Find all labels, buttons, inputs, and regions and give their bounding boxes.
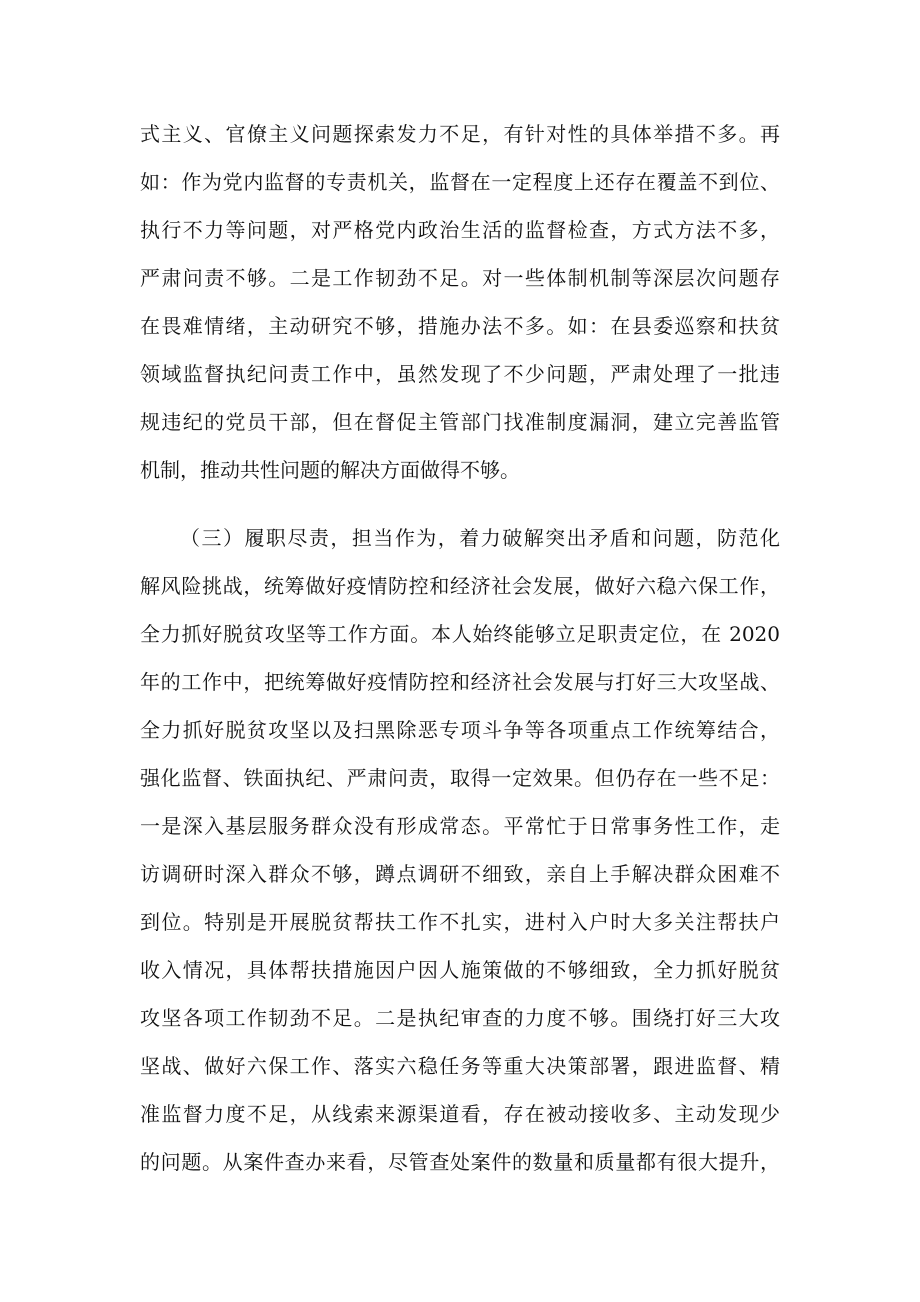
paragraph-2-line-10: 收入情况，具体帮扶措施因户因人施策做的不够细致，全力抓好脱贫 (140, 958, 780, 982)
paragraph-2-line-3: 全力抓好脱贫攻坚等工作方面。本人始终能够立足职责定位，在 2020 (140, 622, 780, 646)
paragraph-2-line-9: 到位。特别是开展脱贫帮扶工作不扎实，进村入户时大多关注帮扶户 (140, 910, 780, 934)
paragraph-2-line-12: 坚战、做好六保工作、落实六稳任务等重大决策部署，跟进监督、精 (140, 1054, 780, 1078)
paragraph-2-line-7: 一是深入基层服务群众没有形成常态。平常忙于日常事务性工作，走 (140, 814, 780, 838)
paragraph-1-line-2: 如：作为党内监督的专责机关，监督在一定程度上还存在覆盖不到位、 (140, 170, 780, 194)
paragraph-2-line-13: 准监督力度不足，从线索来源渠道看，存在被动接收多、主动发现少 (140, 1102, 780, 1126)
paragraph-1-line-8: 机制，推动共性问题的解决方面做得不够。 (140, 458, 520, 482)
paragraph-1-line-5: 在畏难情绪，主动研究不够，措施办法不多。如：在县委巡察和扶贫 (140, 314, 780, 338)
paragraph-2-line-14: 的问题。从案件查办来看，尽管查处案件的数量和质量都有很大提升， (140, 1150, 780, 1174)
paragraph-1-line-6: 领域监督执纪问责工作中，虽然发现了不少问题，严肃处理了一批违 (140, 362, 780, 386)
paragraph-2-line-11: 攻坚各项工作韧劲不足。二是执纪审查的力度不够。围绕打好三大攻 (140, 1006, 780, 1030)
paragraph-2-line-4: 年的工作中，把统筹做好疫情防控和经济社会发展与打好三大攻坚战、 (140, 670, 780, 694)
paragraph-1-line-7: 规违纪的党员干部，但在督促主管部门找准制度漏洞，建立完善监管 (140, 410, 780, 434)
paragraph-1-line-4: 严肃问责不够。二是工作韧劲不足。对一些体制机制等深层次问题存 (140, 266, 780, 290)
paragraph-1-line-1: 式主义、官僚主义问题探索发力不足，有针对性的具体举措不多。再 (140, 122, 780, 146)
paragraph-2-line-1: （三）履职尽责，担当作为，着力破解突出矛盾和问题，防范化 (180, 526, 780, 550)
paragraph-2-line-8: 访调研时深入群众不够，蹲点调研不细致，亲自上手解决群众困难不 (140, 862, 780, 886)
paragraph-2-line-6: 强化监督、铁面执纪、严肃问责，取得一定效果。但仍存在一些不足： (140, 766, 780, 790)
paragraph-2-line-5: 全力抓好脱贫攻坚以及扫黑除恶专项斗争等各项重点工作统筹结合， (140, 718, 780, 742)
paragraph-2-line-2: 解风险挑战，统筹做好疫情防控和经济社会发展，做好六稳六保工作， (140, 574, 780, 598)
paragraph-1-line-3: 执行不力等问题，对严格党内政治生活的监督检查，方式方法不多， (140, 218, 780, 242)
